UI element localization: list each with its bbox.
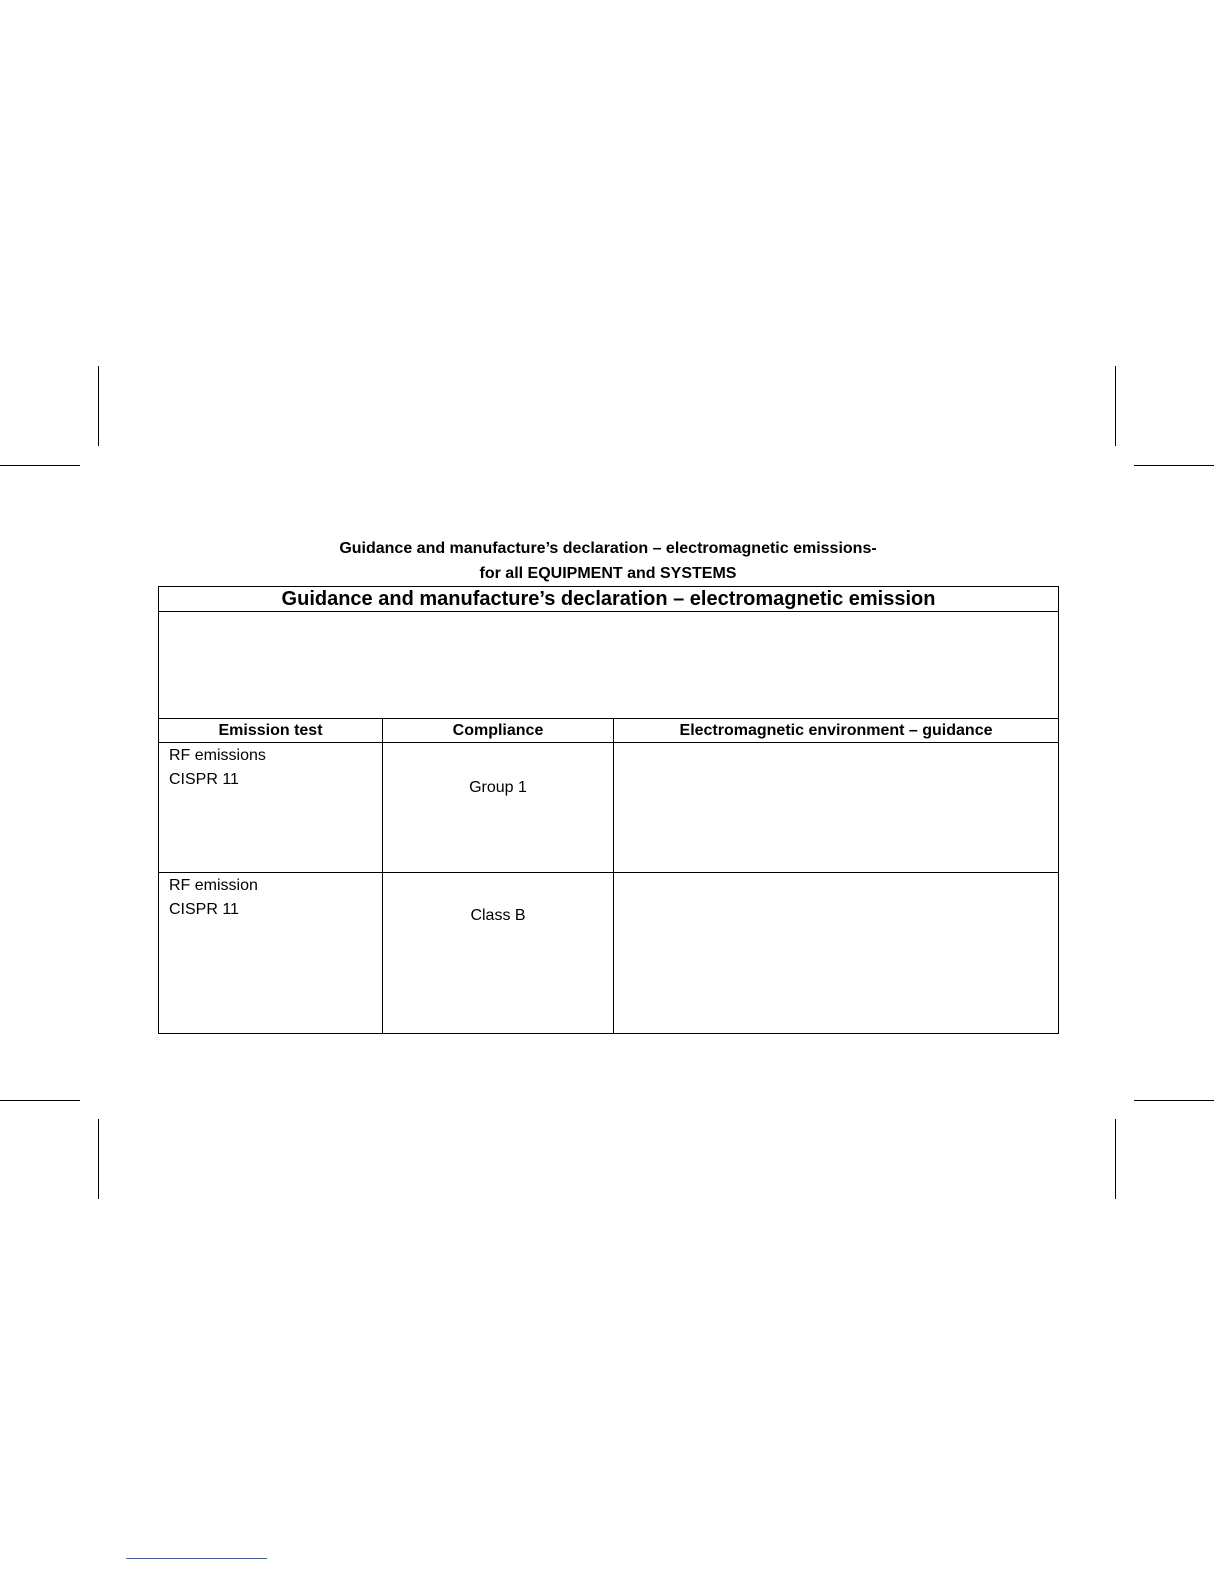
crop-mark-top-right-vertical	[1115, 366, 1116, 446]
crop-mark-top-right-horizontal	[1134, 465, 1214, 466]
emission-test-name: RF emissions	[169, 747, 266, 764]
document-heading-line-2: for all EQUIPMENT and SYSTEMS	[479, 565, 737, 582]
compliance-value: Group 1	[469, 779, 527, 796]
emission-test-standard: CISPR 11	[169, 771, 239, 788]
crop-mark-bottom-right-horizontal	[1134, 1100, 1214, 1101]
emission-test-cell	[159, 743, 383, 873]
table-row	[159, 743, 1059, 873]
compliance-cell	[383, 873, 614, 1034]
document-heading-line-1: Guidance and manufacture’s declaration – electromagnetic emissions-	[339, 540, 877, 557]
crop-mark-bottom-right-vertical	[1115, 1119, 1116, 1199]
emission-test-standard: CISPR 11	[169, 901, 239, 918]
column-header-compliance: Compliance	[383, 719, 614, 743]
emission-test-cell	[159, 873, 383, 1034]
column-header-emission-test: Emission test	[159, 719, 383, 743]
table-intro-cell	[159, 612, 1059, 719]
column-header-guidance: Electromagnetic environment – guidance	[614, 719, 1059, 743]
table-title: Guidance and manufacture’s declaration – electromagnetic emission	[159, 587, 1059, 612]
crop-mark-bottom-left-horizontal	[0, 1100, 80, 1101]
crop-mark-top-left-vertical	[98, 366, 99, 446]
table-row	[159, 873, 1059, 1034]
guidance-cell	[614, 743, 1059, 873]
crop-mark-bottom-left-vertical	[98, 1119, 99, 1199]
compliance-cell	[383, 743, 614, 873]
compliance-value: Class B	[470, 907, 526, 924]
guidance-cell	[614, 873, 1059, 1034]
emission-declaration-table	[158, 586, 1059, 1034]
footnote-separator	[126, 1558, 267, 1559]
emission-test-name: RF emission	[169, 877, 258, 894]
crop-mark-top-left-horizontal	[0, 465, 80, 466]
